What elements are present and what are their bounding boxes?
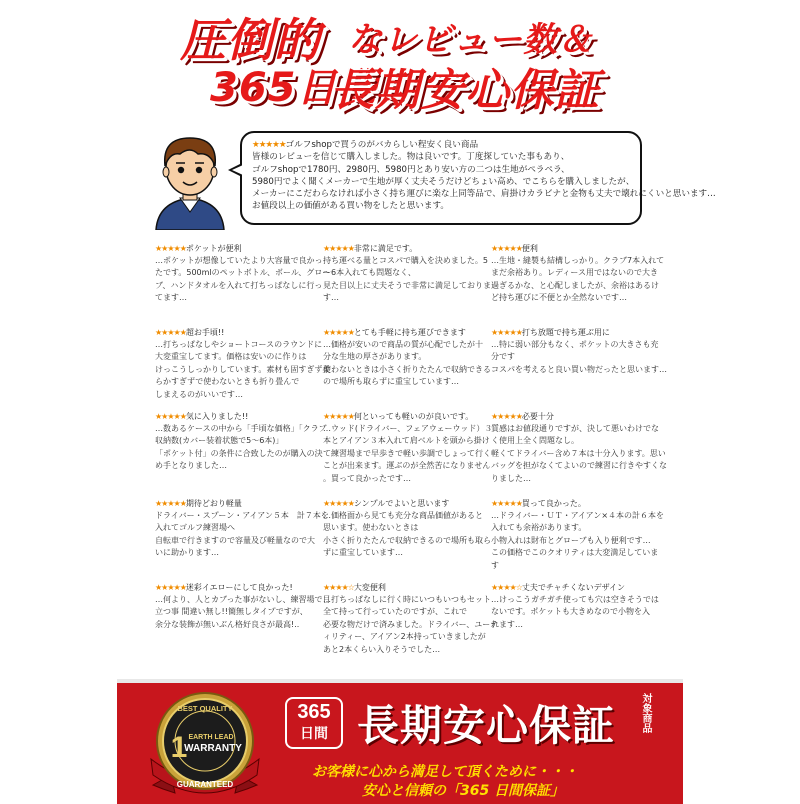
review-text-line: 「ポケット付」の条件に合致したのが購入の決 (155, 448, 323, 458)
review-text-line: …数あるケースの中から「手頃な価格」「クラブ (155, 424, 327, 433)
review-text-line: …ドライバー・ＵＴ・アイアン×４本の計６本を (491, 511, 665, 520)
review-title: 便利 (521, 244, 538, 253)
review-text-line: 必要な物だけで済みました。ドライバー、ユーテ (323, 619, 499, 629)
rating-stars-icon: ★★★★★ (252, 140, 286, 150)
review-text-line: ど持ち運びに不便とか全然ないです… (491, 293, 627, 303)
seal-line2: WARRANTY (184, 743, 242, 754)
warranty-subtitle-2: 安心と信頼の「365 日間保証」 (362, 783, 565, 799)
review-text-line: ないです。ポケットも大きめなので小物を入 (491, 607, 650, 617)
review-text-line: ィリティー、アイアン2本持っていきましたが (323, 632, 486, 642)
review-title: 非常に満足です。 (353, 244, 418, 253)
review-grid (155, 243, 667, 663)
rating-stars-icon: ★★★★★ (155, 412, 186, 421)
warranty-title: 長期安心保証 (357, 701, 616, 750)
review-text-line: …けっこうガチガチ使っても穴は空きそうでは (491, 595, 659, 604)
top-review-line: ゴルフshopで1780円、2980円、5980円とあり安い方の二つは生地がペラペラ、 (252, 164, 570, 175)
review-text-line: …ウッド(ドライバー、フェアウェーウッド）３ (323, 424, 493, 433)
review-card (323, 582, 499, 656)
review-text-line: 余分な装飾が無いぶん格好良さが最高!.. (155, 619, 300, 629)
review-title: 何といっても軽いのが良いです。 (353, 412, 474, 421)
review-text-line: 軽くてドライバー含め７本は十分入ります。思い (491, 448, 666, 458)
review-title: 必要十分 (521, 412, 554, 421)
review-card (491, 411, 667, 485)
rating-stars-icon: ★★★★☆ (323, 583, 354, 592)
rating-stars-icon: ★★★★☆ (491, 583, 522, 592)
review-card (323, 411, 493, 485)
review-title-line (491, 582, 661, 594)
seal-number: 1 (170, 731, 188, 764)
top-review-line: 5980円でよく聞くメーカーで生地が厚く丈夫そうだけどちょい高め、でこちらを購入しましたが、 (252, 176, 635, 187)
review-title-line (491, 498, 661, 510)
review-text-line: 大変重宝してます。価格は安いのに作りは (155, 352, 307, 362)
warranty-seal-icon (145, 689, 265, 801)
review-title-line (155, 327, 325, 339)
headline-line2-small: 365日間 (210, 65, 379, 111)
rating-stars-icon: ★★★★★ (323, 412, 354, 421)
review-text-line: …価格面から見ても充分な商品価値があると (323, 511, 483, 520)
review-title: 超お手頃!! (185, 328, 225, 337)
review-text-line: ずに重宝しています… (323, 548, 403, 558)
review-text-line: す… (323, 293, 339, 303)
review-title-line (323, 243, 493, 255)
rating-stars-icon: ★★★★★ (155, 499, 186, 508)
rating-stars-icon: ★★★★★ (491, 499, 522, 508)
review-title: 丈夫でチャチくないデザイン (521, 583, 626, 592)
review-text-line: てます… (155, 293, 187, 303)
review-text-line: 小物入れは財布とグローブも入り便利です… (491, 535, 651, 545)
review-title-line (155, 582, 325, 594)
rating-stars-icon: ★★★★★ (155, 583, 186, 592)
review-text-line: 立つ事 間違い無し!!簡無しタイプですが、 (155, 607, 308, 617)
review-text-line: …生地・縫製も結構しっかり。クラブ7本入れて (491, 256, 665, 265)
warranty-days-badge (285, 697, 343, 749)
rating-stars-icon: ★★★★★ (323, 328, 354, 337)
review-text-line: れます… (491, 619, 523, 629)
review-title: 迷彩イエローにして良かった! (185, 583, 293, 592)
review-text-line: 見た目以上に丈夫そうで非常に満足しておりま (323, 280, 491, 290)
review-text-line: コスパを考えると良い買い物だったと思います… (491, 364, 667, 374)
review-title-line (491, 243, 661, 255)
review-title: 期待どおり軽量 (185, 499, 242, 508)
review-title-line (323, 411, 493, 423)
review-card (323, 498, 493, 560)
review-title: とても手軽に持ち運びできます (353, 328, 466, 337)
headline (0, 0, 800, 116)
review-card (491, 582, 661, 631)
review-text-line: ことが出来ます。運ぶのが全然苦になりません (323, 461, 491, 471)
review-text-line: 分な生地の厚さがあります。 (323, 352, 427, 362)
rating-stars-icon: ★★★★★ (155, 244, 186, 253)
review-card (491, 498, 665, 572)
review-text-line: けっこうしっかりしています。素材も固すぎず柔 (155, 364, 331, 374)
review-text-line: バッグを担がなくてよいので練習に行きやすくな (491, 461, 667, 471)
review-title: 大変便利 (353, 583, 386, 592)
seal-bottom-text: GUARANTEED (176, 780, 234, 789)
headline-line2-big: 長期安心保証 (330, 65, 600, 116)
review-text-line: まだ余裕あり。レディース用ではないので大き (491, 268, 658, 278)
review-text-line: 持ち運べる量とコスパで購入を決めました。5 (323, 256, 488, 265)
review-text-line: ドライバー・スプーン・アイアン５本 計７本を (155, 511, 329, 520)
review-text-line: ブ、ハンドタオルを入れて打ちっぱなしに行っ (155, 280, 323, 290)
review-text-line: め手となりました… (155, 461, 227, 471)
review-card (155, 582, 331, 631)
reviewer-avatar-icon (150, 132, 230, 230)
seal-top-text: BEST QUALITY (177, 704, 233, 713)
review-text-line: 使わないときは小さく折りたたんで収納できる (323, 364, 491, 374)
review-text-line: 入れてゴルフ練習場へ (155, 523, 235, 533)
rating-stars-icon: ★★★★★ (323, 244, 354, 253)
review-title-line (155, 243, 325, 255)
warranty-side-label: 対象商品 (640, 693, 651, 733)
review-text-line: …打ちっぱなしに行く時にいつもいつもセット (323, 595, 491, 604)
review-text-line: て練習場まで早歩きで軽い歩調でしょって行く (323, 448, 491, 458)
review-title-line (323, 582, 493, 594)
review-text-line: 自転車で行きますので容量及び軽量なので大 (155, 535, 315, 545)
top-review-line: メーカーにこだわらなければ小さく持ち運びに楽な上同等品で、肩掛けカラビナと金物も丈夫で壊れにくいと思います… (252, 189, 716, 200)
review-text-line: く使用上全く問題なし。 (491, 436, 579, 446)
review-text-line: …特に弱い部分もなく、ポケットの大きさも充 (491, 340, 659, 349)
review-text-line: たです。500mlのペットボトル、ボール、グロー (155, 268, 331, 278)
top-review-title-line (252, 139, 630, 151)
review-text-line: この価格でこのクオリティは大変満足していま (491, 548, 659, 558)
review-text-line: あと2本くらい入りそうでした… (323, 644, 441, 654)
review-text-line: 全て持って行っていたのですが、これで (323, 607, 467, 617)
review-text-line: 質感はお値段通りですが、決して悪いわけでな (491, 424, 659, 433)
review-card (155, 498, 329, 560)
review-card (155, 327, 331, 401)
review-title: シンプルでよいと思います (353, 499, 450, 508)
headline-line1-big: 圧倒的 (180, 13, 321, 67)
seal-line1: EARTH LEAD (188, 734, 234, 741)
top-review-title: ゴルフshopで買うのがバカらしい程安く良い商品 (285, 140, 479, 150)
review-card (491, 243, 665, 305)
review-title-line (155, 498, 325, 510)
review-title: 気に入りました!! (185, 412, 249, 421)
warranty-days-number: 365 (297, 701, 331, 723)
review-title-line (491, 411, 661, 423)
review-text-line: …価格が安いので商品の質が心配でしたが十 (323, 340, 483, 349)
review-text-line: 入れても余裕があります。 (491, 523, 587, 533)
review-text-line: 思います。使わないときは (323, 523, 419, 533)
review-card (323, 243, 493, 305)
review-text-line: 。買って良かったです… (323, 473, 411, 483)
review-text-line: いに助かります… (155, 548, 219, 558)
review-title-line (323, 327, 493, 339)
review-text-line: ので場所も取らずに重宝しています… (323, 377, 459, 387)
review-text-line: …ポケットが想像していたより大容量で良かっ (155, 256, 323, 265)
review-text-line: 〜6本入れても問題なく、 (323, 268, 416, 278)
review-card (491, 327, 667, 376)
rating-stars-icon: ★★★★★ (491, 328, 522, 337)
review-card (155, 411, 325, 473)
top-review-line: お値段以上の価値がある買い物をしたと思います。 (252, 201, 449, 212)
review-text-line: す (491, 560, 499, 570)
review-text-line: 収納数(カバー装着状態で5〜6本)」 (155, 436, 284, 446)
warranty-subtitle-1: お客様に心から満足して頂くために・・・ (312, 764, 578, 780)
review-title: 買って良かった。 (521, 499, 586, 508)
review-title-line (155, 411, 325, 423)
review-text-line: …打ちっぱなしやショートコースのラウンドに (155, 340, 323, 349)
review-title-line (491, 327, 661, 339)
rating-stars-icon: ★★★★★ (491, 412, 522, 421)
review-text-line: りました… (491, 473, 531, 483)
review-title-line (323, 498, 493, 510)
review-text-line: 小さく折りたたんで収納できるので場所も取ら (323, 535, 491, 545)
review-text-line: しまえるのがいいです… (155, 389, 243, 399)
review-text-line: 本とアイアン３本入れて肩ベルトを頭から掛け (323, 436, 490, 446)
review-text-line: …何より、人とカブった事がないし、練習場で目 (155, 595, 331, 604)
rating-stars-icon: ★★★★★ (323, 499, 354, 508)
rating-stars-icon: ★★★★★ (155, 328, 186, 337)
review-card (155, 243, 331, 305)
review-text-line: らかすぎずで使わないときも折り畳んで (155, 377, 300, 387)
headline-line1-small: なレビュー数＆ (348, 20, 593, 60)
review-title: 打ち放題で持ち運ぶ用に (521, 328, 610, 337)
warranty-banner (117, 679, 683, 804)
review-card (323, 327, 493, 389)
rating-stars-icon: ★★★★★ (491, 244, 522, 253)
review-text-line: 分です (491, 352, 515, 362)
review-text-line: 過ぎるかな、と心配しましたが、余裕はあるけ (491, 280, 659, 290)
warranty-days-unit: 日間 (300, 726, 328, 742)
top-review-line: 皆様のレビューを信じて購入しました。物は良いです。丁度探していた事もあり、 (252, 152, 570, 163)
review-title: ポケットが便利 (185, 244, 242, 253)
top-review-bubble (240, 131, 716, 225)
